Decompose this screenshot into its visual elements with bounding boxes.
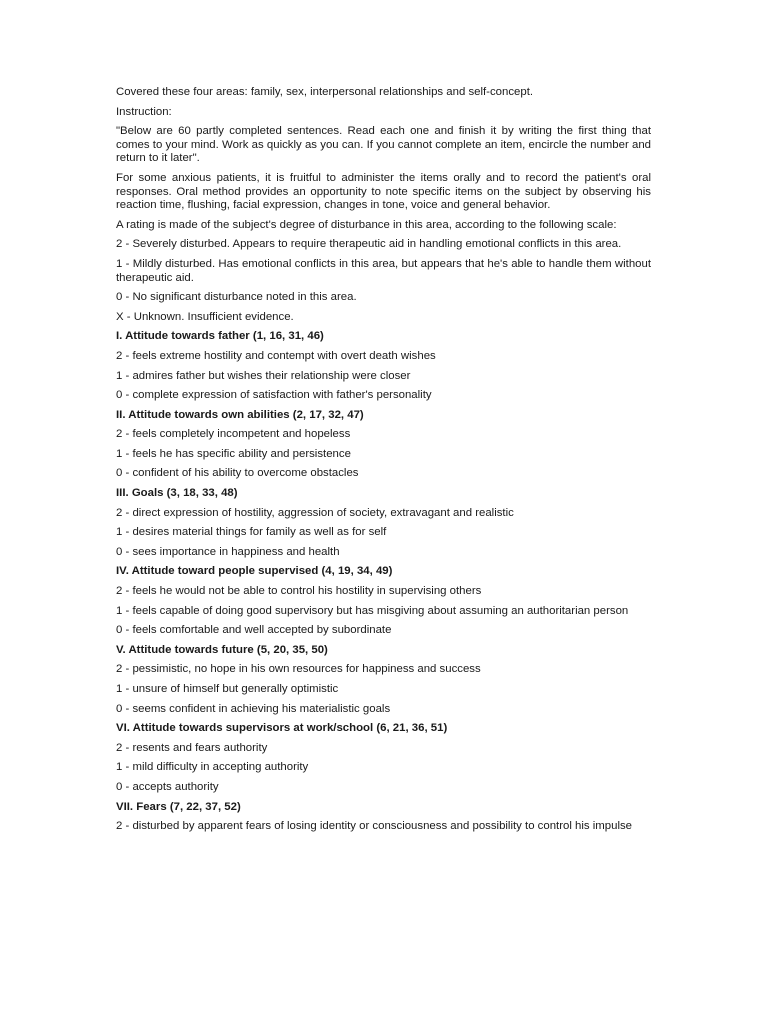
scale-item-x: X - Unknown. Insufficient evidence.	[116, 310, 294, 323]
intro-areas-text: Covered these four areas: family, sex, interpersonal relationships and self-concept.	[116, 86, 534, 98]
rating-line: 0 - accepts authority	[116, 780, 219, 793]
rating-line: 2 - resents and fears authority	[116, 741, 268, 754]
rating-line: 2 - pessimistic, no hope in his own resources for happiness and success	[116, 663, 481, 676]
rating-line: 0 - confident of his ability to overcome obstacles	[116, 467, 359, 480]
section-heading: IV. Attitude toward people supervised (4, 19, 34, 49)	[116, 565, 393, 578]
scale-item-0: 0 - No significant disturbance noted in this area.	[116, 291, 357, 304]
rating-line: 2 - feels completely incompetent and hopeless	[116, 428, 351, 441]
rating-line: 2 - feels extreme hostility and contempt with overt death wishes	[116, 349, 436, 362]
rating-line: 0 - complete expression of satisfaction with father's personality	[116, 389, 432, 402]
section-heading: I. Attitude towards father (1, 16, 31, 46)	[116, 330, 324, 343]
rating-line: 2 - direct expression of hostility, aggression of society, extravagant and realistic	[116, 506, 514, 519]
section-heading: V. Attitude towards future (5, 20, 35, 50)	[116, 643, 328, 656]
rating-line: 1 - feels capable of doing good supervisory but has misgiving about assuming an authoritarian person	[116, 604, 629, 617]
rating-line: 0 - feels comfortable and well accepted by subordinate	[116, 624, 392, 637]
instruction-quote: "Below are 60 partly completed sentences. Read each one and finish it by writing the first thing that comes to your mind. Work as quickly as you can. If you cannot complete an item, encircle the number and return to it later".	[116, 125, 651, 165]
section-heading: III. Goals (3, 18, 33, 48)	[116, 487, 238, 500]
rating-line: 2 - disturbed by apparent fears of losing identity or consciousness and possibility to control his impulse	[116, 820, 633, 833]
scale-item-2: 2 - Severely disturbed. Appears to require therapeutic aid in handling emotional conflicts in this area.	[116, 238, 622, 251]
section-heading: VI. Attitude towards supervisors at work/school (6, 21, 36, 51)	[116, 722, 448, 735]
section-heading: II. Attitude towards own abilities (2, 17, 32, 47)	[116, 408, 364, 421]
rating-line: 1 - mild difficulty in accepting authority	[116, 761, 309, 774]
rating-line: 1 - feels he has specific ability and persistence	[116, 447, 351, 460]
instruction-label: Instruction:	[116, 105, 172, 118]
rating-line: 1 - unsure of himself but generally optimistic	[116, 683, 339, 695]
rating-line: 1 - admires father but wishes their relationship were closer	[116, 369, 411, 382]
rating-line: 1 - desires material things for family as well as for self	[116, 526, 387, 539]
rating-line: 0 - sees importance in happiness and health	[116, 545, 340, 558]
section-heading: VII. Fears (7, 22, 37, 52)	[116, 800, 241, 813]
document-page	[116, 86, 651, 840]
scale-item-1: 1 - Mildly disturbed. Has emotional conflicts in this area, but appears that he's able to handle them without therapeutic aid.	[116, 257, 651, 284]
rating-line: 0 - seems confident in achieving his materialistic goals	[116, 702, 391, 715]
rating-line: 2 - feels he would not be able to control his hostility in supervising others	[116, 585, 482, 598]
oral-method-paragraph: For some anxious patients, it is fruitful to administer the items orally and to record the patient's oral responses. Oral method provides an opportunity to note specific items on the subject by observing his reaction time, flushing, facial expression, changes in tone, voice and general behavior.	[116, 171, 651, 212]
rating-intro-paragraph: A rating is made of the subject's degree of disturbance in this area, according to the following scale:	[116, 218, 617, 231]
